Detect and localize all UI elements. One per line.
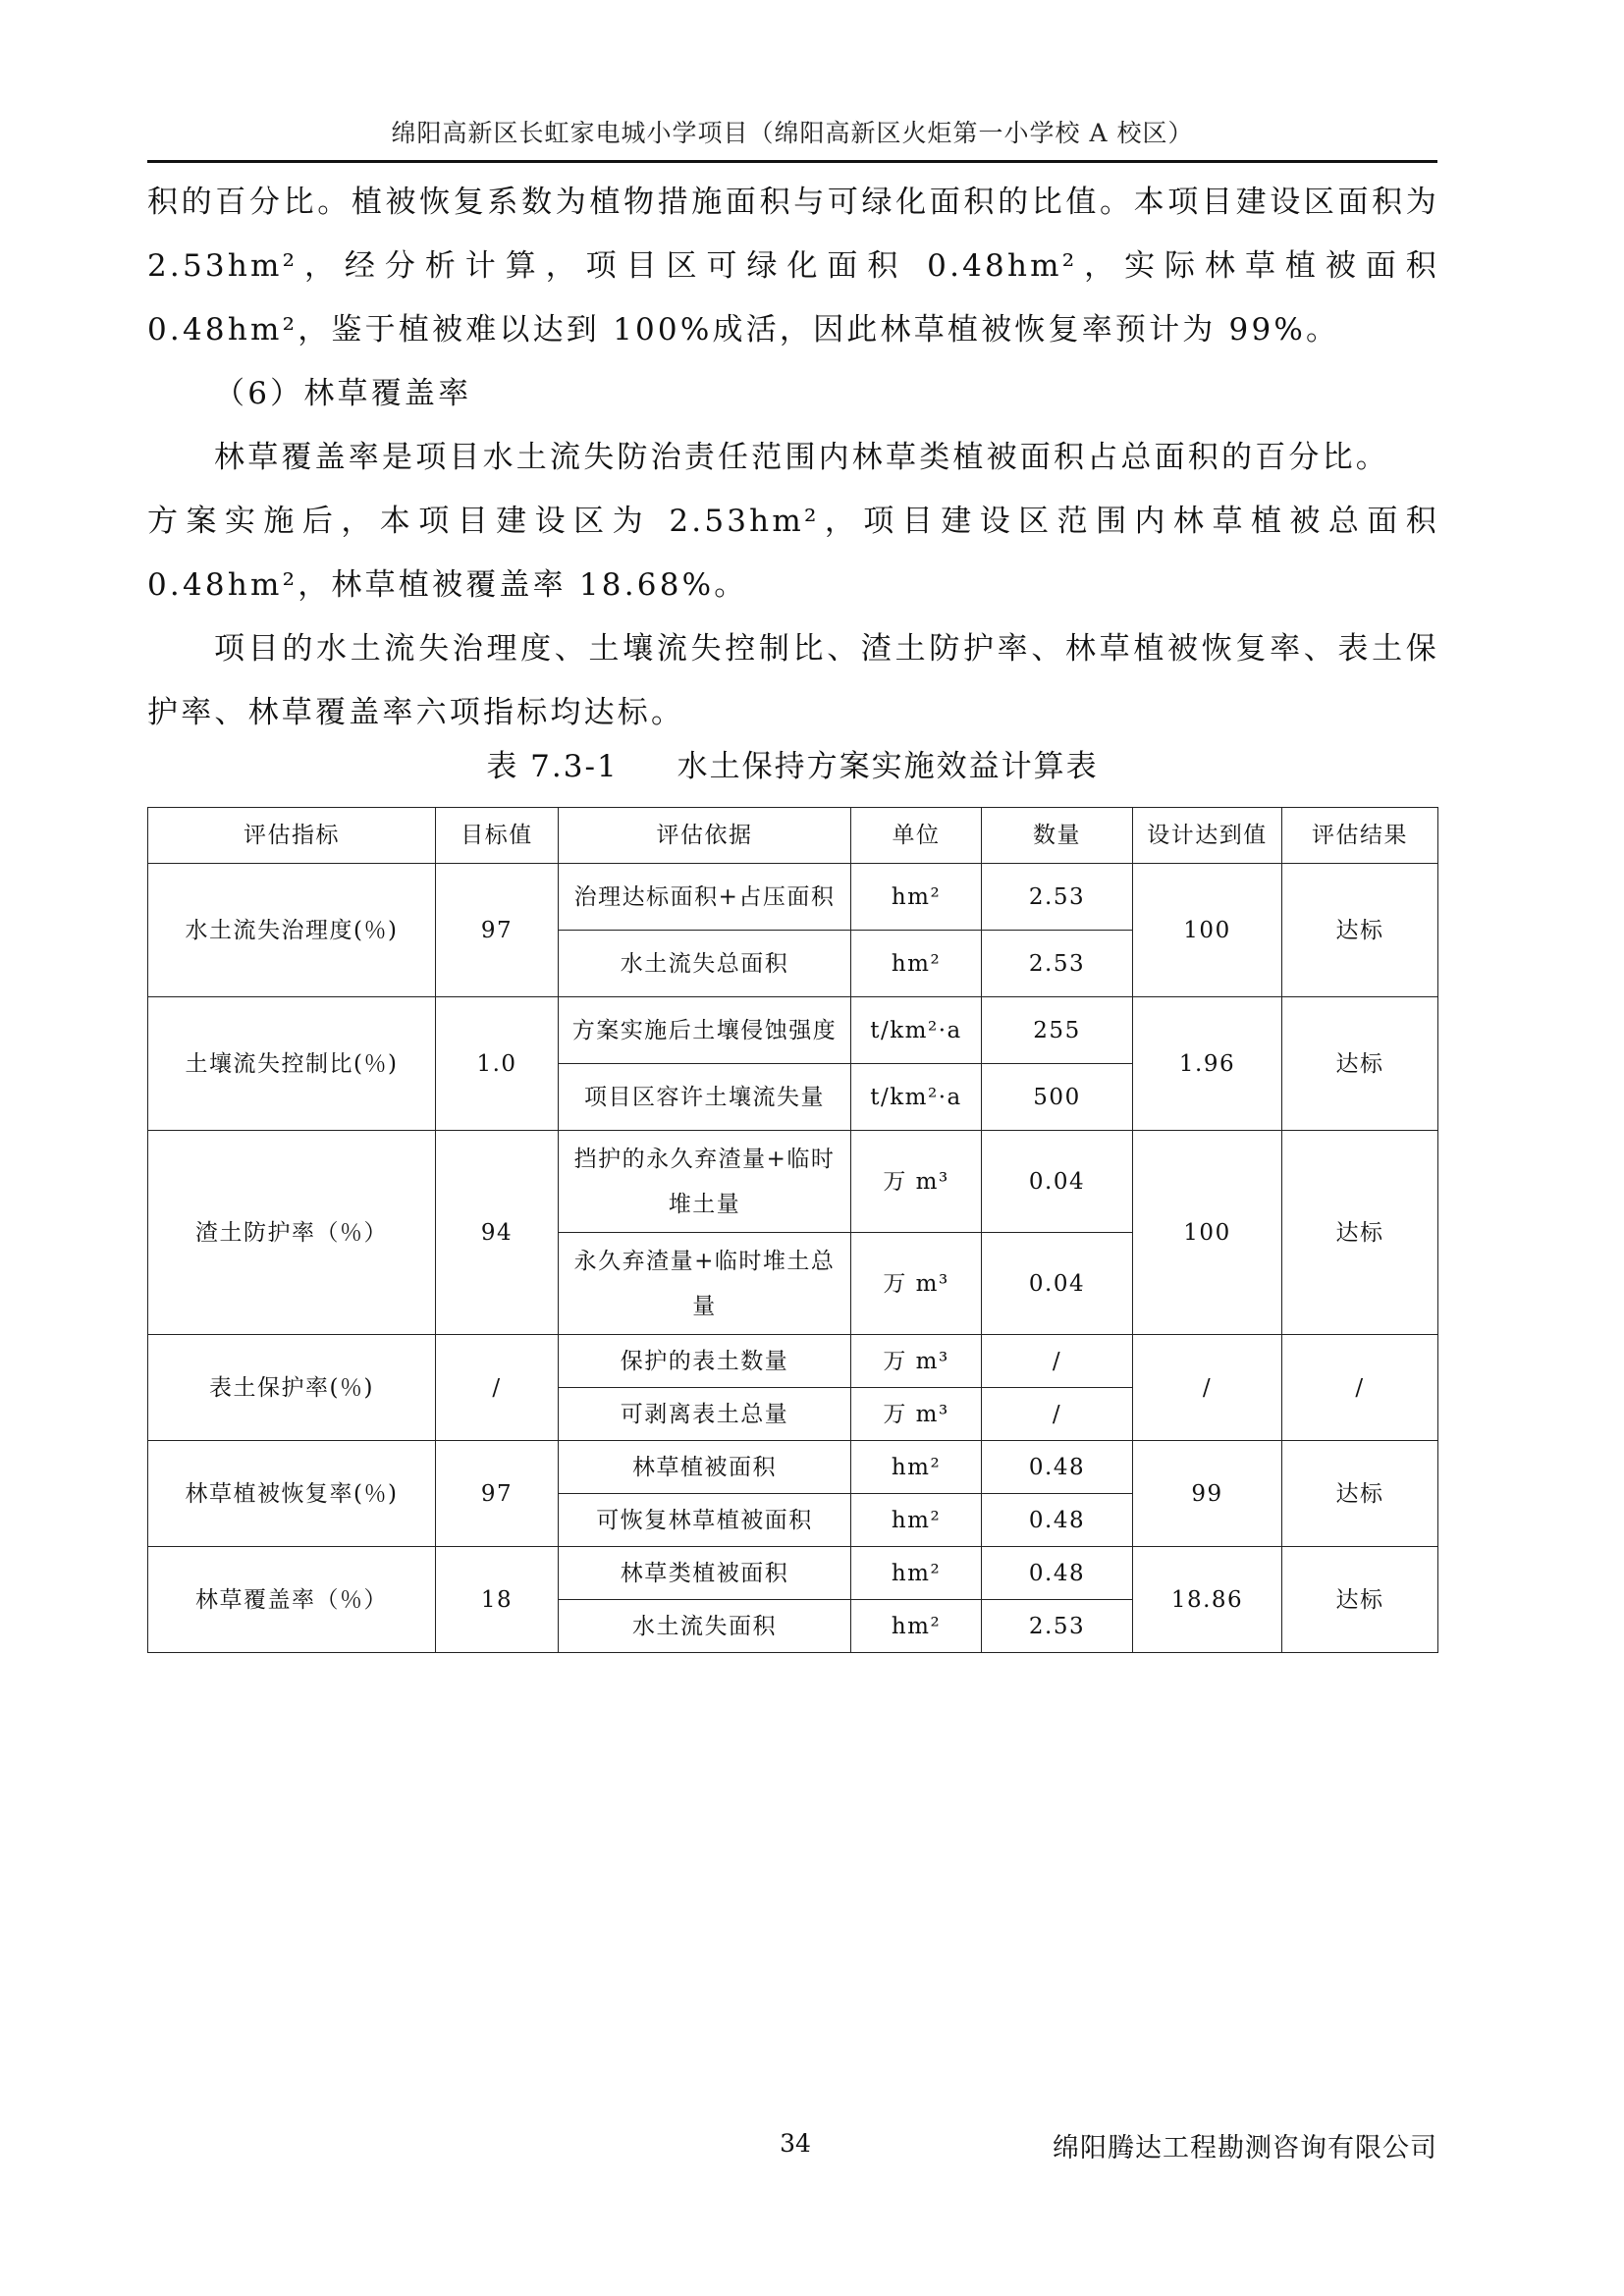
header-target: 目标值	[436, 808, 559, 864]
unit-cell: hm²	[851, 1547, 982, 1600]
table-caption	[147, 741, 1437, 785]
basis-cell: 挡护的永久弃渣量+临时堆土量	[559, 1131, 851, 1233]
basis-cell: 水土流失面积	[559, 1600, 851, 1653]
unit-cell: hm²	[851, 1600, 982, 1653]
quantity-cell: 0.48	[982, 1494, 1133, 1547]
header-unit: 单位	[851, 808, 982, 864]
target-cell: 94	[436, 1131, 559, 1335]
basis-cell: 可恢复林草植被面积	[559, 1494, 851, 1547]
unit-cell: hm²	[851, 1494, 982, 1547]
table-row	[148, 1547, 1438, 1600]
achieved-cell: /	[1133, 1335, 1282, 1441]
basis-cell: 保护的表土数量	[559, 1335, 851, 1388]
paragraph-conclusion: 项目的水土流失治理度、土壤流失控制比、渣土防护率、林草植被恢复率、表土保护率、林草覆盖率六项指标均达标。	[147, 631, 1439, 730]
quantity-cell: 0.04	[982, 1131, 1133, 1233]
result-cell: 达标	[1282, 1441, 1438, 1547]
target-cell: /	[436, 1335, 559, 1441]
quantity-cell: 500	[982, 1064, 1133, 1131]
indicator-cell: 水土流失治理度(％)	[148, 864, 436, 997]
quantity-cell: 0.48	[982, 1547, 1133, 1600]
achieved-cell: 1.96	[1133, 997, 1282, 1131]
quantity-cell: /	[982, 1335, 1133, 1388]
result-cell: 达标	[1282, 997, 1438, 1131]
unit-cell: hm²	[851, 1441, 982, 1494]
quantity-cell: 2.53	[982, 1600, 1133, 1653]
basis-cell: 方案实施后土壤侵蚀强度	[559, 997, 851, 1064]
unit-cell: 万 m³	[851, 1388, 982, 1441]
basis-cell: 永久弃渣量+临时堆土总量	[559, 1233, 851, 1335]
indicator-cell: 土壤流失控制比(％)	[148, 997, 436, 1131]
footer-company: 绵阳腾达工程勘测咨询有限公司	[1053, 2133, 1437, 2163]
section-heading-6: （6）林草覆盖率	[214, 376, 472, 411]
paragraph-coverage-calculation: 方案实施后，本项目建设区为 2.53hm²，项目建设区范围内林草植被总面积 0.48hm²，林草植被覆盖率 18.68%。	[147, 504, 1439, 603]
result-cell: 达标	[1282, 864, 1438, 997]
table-number: 表 7.3-1	[486, 749, 619, 784]
indicator-cell: 渣土防护率（％）	[148, 1131, 436, 1335]
target-cell: 1.0	[436, 997, 559, 1131]
table-row	[148, 997, 1438, 1064]
indicator-cell: 表土保护率(％)	[148, 1335, 436, 1441]
paragraph-vegetation-recovery: 积的百分比。植被恢复系数为植物措施面积与可绿化面积的比值。本项目建设区面积为 2.53hm²，经分析计算，项目区可绿化面积 0.48hm²，实际林草植被面积 0.48hm²，鉴于植被难以达到 100%成活，因此林草植被恢复率预计为 99%。	[147, 185, 1439, 347]
unit-cell: 万 m³	[851, 1233, 982, 1335]
basis-cell: 林草类植被面积	[559, 1547, 851, 1600]
header-divider	[147, 160, 1437, 163]
achieved-cell: 99	[1133, 1441, 1282, 1547]
unit-cell: t/km²·a	[851, 997, 982, 1064]
body-text	[147, 171, 1439, 745]
indicator-cell: 林草覆盖率（％）	[148, 1547, 436, 1653]
unit-cell: 万 m³	[851, 1335, 982, 1388]
header-result: 评估结果	[1282, 808, 1438, 864]
paragraph-coverage-definition: 林草覆盖率是项目水土流失防治责任范围内林草类植被面积占总面积的百分比。	[214, 440, 1389, 475]
unit-cell: 万 m³	[851, 1131, 982, 1233]
quantity-cell: 2.53	[982, 931, 1133, 997]
basis-cell: 治理达标面积+占压面积	[559, 864, 851, 931]
target-cell: 97	[436, 864, 559, 997]
benefit-calculation-table	[147, 807, 1438, 1653]
table-title: 水土保持方案实施效益计算表	[677, 749, 1099, 784]
result-cell: 达标	[1282, 1547, 1438, 1653]
achieved-cell: 100	[1133, 864, 1282, 997]
unit-cell: hm²	[851, 864, 982, 931]
achieved-cell: 100	[1133, 1131, 1282, 1335]
achieved-cell: 18.86	[1133, 1547, 1282, 1653]
basis-cell: 项目区容许土壤流失量	[559, 1064, 851, 1131]
header-achieved: 设计达到值	[1133, 808, 1282, 864]
result-cell: 达标	[1282, 1131, 1438, 1335]
target-cell: 97	[436, 1441, 559, 1547]
target-cell: 18	[436, 1547, 559, 1653]
result-cell: /	[1282, 1335, 1438, 1441]
header-indicator: 评估指标	[148, 808, 436, 864]
page-number: 34	[780, 2129, 811, 2158]
quantity-cell: /	[982, 1388, 1133, 1441]
table-row	[148, 864, 1438, 931]
unit-cell: hm²	[851, 931, 982, 997]
quantity-cell: 0.48	[982, 1441, 1133, 1494]
quantity-cell: 0.04	[982, 1233, 1133, 1335]
table-row	[148, 1335, 1438, 1388]
basis-cell: 林草植被面积	[559, 1441, 851, 1494]
basis-cell: 水土流失总面积	[559, 931, 851, 997]
indicator-cell: 林草植被恢复率(％)	[148, 1441, 436, 1547]
running-header: 绵阳高新区长虹家电城小学项目（绵阳高新区火炬第一小学校 A 校区）	[391, 119, 1194, 147]
quantity-cell: 255	[982, 997, 1133, 1064]
basis-cell: 可剥离表土总量	[559, 1388, 851, 1441]
header-quantity: 数量	[982, 808, 1133, 864]
table-row	[148, 1131, 1438, 1233]
table-header-row	[148, 808, 1438, 864]
header-basis: 评估依据	[559, 808, 851, 864]
table-row	[148, 1441, 1438, 1494]
unit-cell: t/km²·a	[851, 1064, 982, 1131]
quantity-cell: 2.53	[982, 864, 1133, 931]
